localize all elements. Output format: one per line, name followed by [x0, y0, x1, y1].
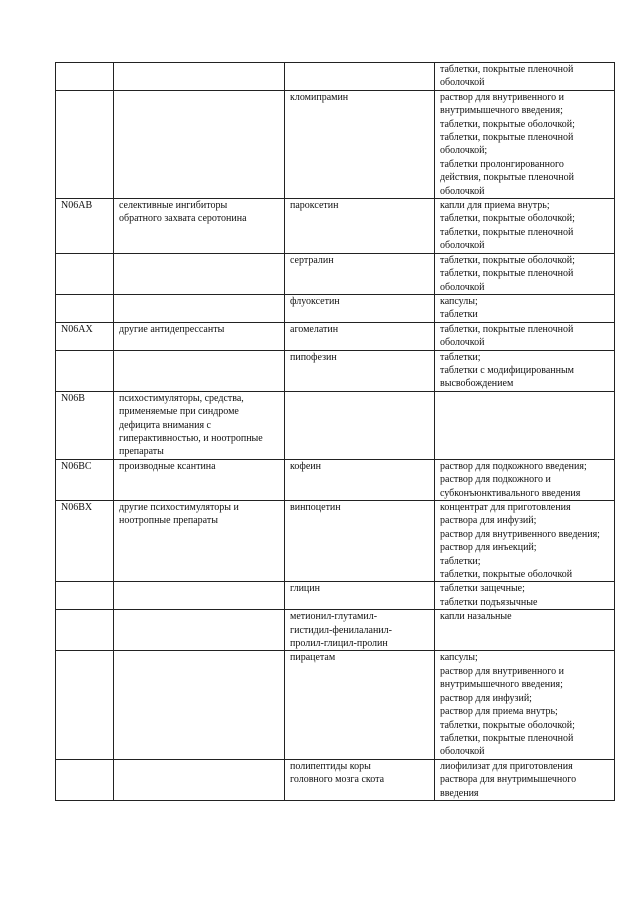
atc-code-cell — [56, 63, 114, 91]
pharmacological-group-cell: другие антидепрессанты — [114, 322, 285, 350]
drug-name-cell — [285, 63, 435, 91]
dosage-form-cell: таблетки, покрытые оболочкой; таблетки, покрытые пленочной оболочкой — [435, 253, 615, 294]
table-row — [56, 501, 615, 582]
dosage-form-cell: таблетки, покрытые пленочной оболочкой — [435, 322, 615, 350]
drug-name-cell: пипофезин — [285, 350, 435, 391]
table-row — [56, 350, 615, 391]
table-row — [56, 199, 615, 254]
table-row — [56, 459, 615, 500]
table-row — [56, 582, 615, 610]
dosage-form-cell: лиофилизат для приготовления раствора для внутримышечного введения — [435, 759, 615, 800]
atc-code-cell: N06BC — [56, 459, 114, 500]
atc-code-cell — [56, 90, 114, 198]
atc-code-cell — [56, 759, 114, 800]
atc-code-cell — [56, 651, 114, 759]
drug-name-cell: пароксетин — [285, 199, 435, 254]
dosage-form-cell: концентрат для приготовления раствора для инфузий; раствор для внутривенного введения; раствор для инъекций; таблетки; таблетки, покрытые оболочкой — [435, 501, 615, 582]
drug-name-cell: кломипрамин — [285, 90, 435, 198]
dosage-form-cell: капли для приема внутрь; таблетки, покрытые оболочкой; таблетки, покрытые пленочной оболочкой — [435, 199, 615, 254]
pharmacological-group-cell — [114, 610, 285, 651]
atc-code-cell: N06B — [56, 391, 114, 459]
dosage-form-cell: капсулы; раствор для внутривенного и внутримышечного введения; раствор для инфузий; раствор для приема внутрь; таблетки, покрытые оболочкой; таблетки, покрытые пленочной оболочкой — [435, 651, 615, 759]
drug-name-cell: метионил-глутамил- гистидил-фенилаланил- пролил-глицил-пролин — [285, 610, 435, 651]
atc-code-cell — [56, 610, 114, 651]
table-row — [56, 759, 615, 800]
drug-name-cell: пирацетам — [285, 651, 435, 759]
table-row — [56, 391, 615, 459]
atc-code-cell: N06AX — [56, 322, 114, 350]
drug-name-cell: кофеин — [285, 459, 435, 500]
dosage-form-cell: капли назальные — [435, 610, 615, 651]
pharmacological-group-cell: другие психостимуляторы и ноотропные препараты — [114, 501, 285, 582]
table-row — [56, 610, 615, 651]
dosage-form-cell: таблетки; таблетки с модифицированным высвобождением — [435, 350, 615, 391]
table-row — [56, 63, 615, 91]
pharmacological-group-cell — [114, 63, 285, 91]
pharmacological-group-cell — [114, 350, 285, 391]
pharmacological-group-cell — [114, 253, 285, 294]
dosage-form-cell — [435, 391, 615, 459]
pharmacological-group-cell — [114, 651, 285, 759]
table-row — [56, 322, 615, 350]
drug-name-cell: винпоцетин — [285, 501, 435, 582]
drug-name-cell: агомелатин — [285, 322, 435, 350]
table-row — [56, 651, 615, 759]
atc-code-cell — [56, 253, 114, 294]
atc-code-cell: N06BX — [56, 501, 114, 582]
pharmacological-group-cell: селективные ингибиторы обратного захвата серотонина — [114, 199, 285, 254]
dosage-form-cell: таблетки защечные; таблетки подъязычные — [435, 582, 615, 610]
pharmacological-group-cell — [114, 294, 285, 322]
drug-list-table — [55, 62, 615, 801]
dosage-form-cell: раствор для подкожного введения; раствор для подкожного и субконъюнктивального введения — [435, 459, 615, 500]
atc-code-cell — [56, 294, 114, 322]
table-row — [56, 90, 615, 198]
dosage-form-cell: таблетки, покрытые пленочной оболочкой — [435, 63, 615, 91]
pharmacological-group-cell: производные ксантина — [114, 459, 285, 500]
pharmacological-group-cell: психостимуляторы, средства, применяемые при синдроме дефицита внимания с гиперактивностью, и ноотропные препараты — [114, 391, 285, 459]
drug-name-cell — [285, 391, 435, 459]
pharmacological-group-cell — [114, 582, 285, 610]
pharmacological-group-cell — [114, 759, 285, 800]
atc-code-cell — [56, 350, 114, 391]
drug-list-body — [56, 63, 615, 801]
drug-name-cell: глицин — [285, 582, 435, 610]
table-row — [56, 253, 615, 294]
drug-name-cell: сертралин — [285, 253, 435, 294]
drug-name-cell: флуоксетин — [285, 294, 435, 322]
dosage-form-cell: капсулы; таблетки — [435, 294, 615, 322]
atc-code-cell: N06AB — [56, 199, 114, 254]
pharmacological-group-cell — [114, 90, 285, 198]
atc-code-cell — [56, 582, 114, 610]
table-row — [56, 294, 615, 322]
drug-name-cell: полипептиды коры головного мозга скота — [285, 759, 435, 800]
dosage-form-cell: раствор для внутривенного и внутримышечного введения; таблетки, покрытые оболочкой; таблетки, покрытые пленочной оболочкой; таблетки пролонгированного действия, покрытые пленочной оболочкой — [435, 90, 615, 198]
